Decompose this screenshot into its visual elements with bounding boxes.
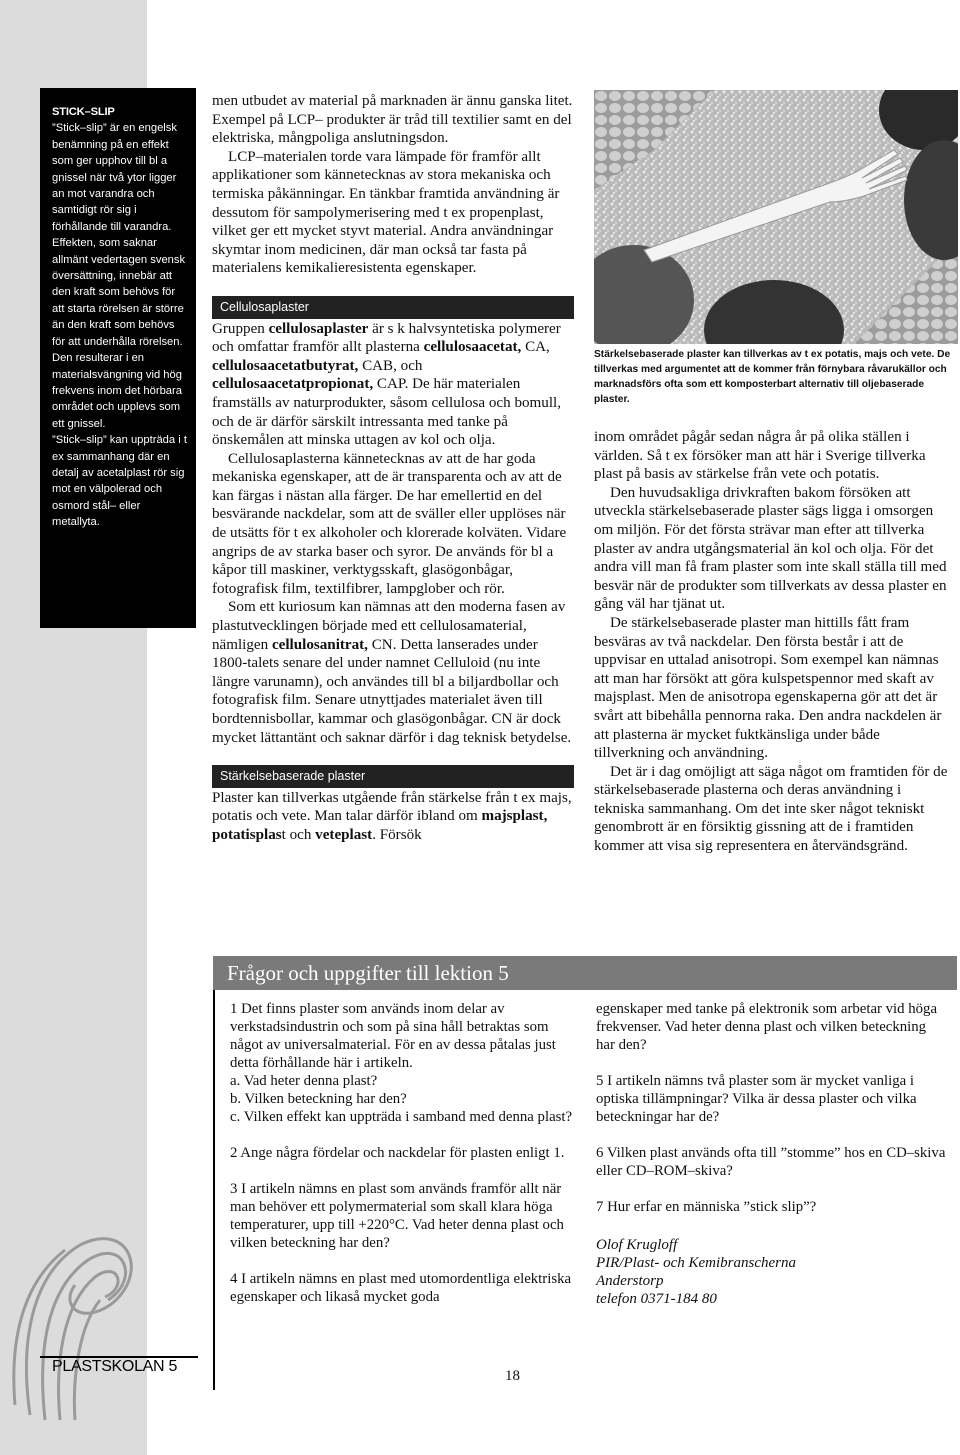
author-signature	[596, 1236, 946, 1308]
author-org: PIR/Plast- och Kemibranscherna	[596, 1255, 796, 1271]
questions-right-column	[596, 1000, 946, 1308]
question-subitem: c. Vilken effekt kan uppträda i samband med denna plast?	[230, 1109, 573, 1125]
questions-left-column	[230, 1000, 585, 1324]
middle-column	[212, 92, 574, 845]
question-subitem: a. Vad heter denna plast?	[230, 1073, 378, 1089]
body-paragraph: inom området pågår sedan några år på olika ställen i världen. Så t ex försöker man att här i Sverige tillverka plast på basis av stärkelse från vete och potatis.	[594, 429, 926, 483]
page-number: 18	[505, 1368, 520, 1384]
question-item: 1 Det finns plaster som används inom delar av verkstadsindustrin och som på sina håll betraktas som något av universalmaterial. För en av dessa påtalas just detta förhållande här i artikeln.	[230, 1001, 556, 1071]
section-heading-cellulosa: Cellulosaplaster	[212, 296, 574, 319]
author-name: Olof Krugloff	[596, 1237, 678, 1253]
body-paragraph: Plaster kan tillverkas utgående från stärkelse från t ex majs, potatis och vete. Man talar därför ibland om majsplast, potatisplast och veteplast. Försök	[212, 789, 572, 843]
question-item: 5 I artikeln nämns två plaster som är mycket vanliga i optiska tillämpningar? Vilka är dessa plaster och vilka beteckningar har de?	[596, 1073, 917, 1125]
body-paragraph: LCP–materialen torde vara lämpade för framför allt applikationer som kännetecknas av stora mekaniska och termiska påkänningar. En tänkbar framtida användning är dessutom för sampolymerisering med t ex propenplast, vilket ger ett mycket styvt material. Andra användningar skymtar inom medicinen, där man också tar fasta på materialens kemikalieresistenta egenskaper.	[212, 148, 560, 277]
body-paragraph: men utbudet av material på marknaden är ännu ganska litet. Exempel på LCP– produkter är tråd till textilier samt en del elektriska, mångpoliga anslutningsdon.	[212, 93, 573, 147]
body-paragraph: Cellulosaplasterna kännetecknas av att de har goda mekaniska egenskaper, att de är transparenta och av att de kan färgas i nästan alla färger. De har emellertid en del besvärande nackdelar, som att de sväller eller upplöses när de utsätts för t ex alkoholer och klorerade kolväten. Vidare angrips de av starka baser och syror. De används för bl a kåpor till maskiner, verktygsskaft, glasögonbågar, fotografisk film, textilfibrer, lampglober och rör.	[212, 450, 567, 597]
question-item: egenskaper med tanke på elektronik som arbetar vid höga frekvenser. Vad heter denna plast och vilken beteckning har den?	[596, 1001, 938, 1053]
body-paragraph: Gruppen cellulosaplaster är s k halvsyntetiska polymerer och omfattar framför allt plasterna cellulosaacetat, CA, cellulosaacetatbutyrat, CAB, och cellulosaacetatpropionat, CAP. De här materialen framställs av naturprodukter, såsom cellulosa och bomull, och de är därför särskilt intressanta med tanke på önskemålen att minska uttagen av kol och olja.	[212, 320, 561, 449]
question-item: 4 I artikeln nämns en plast med utomordentliga elektriska egenskaper och likaså mycket goda	[230, 1271, 572, 1305]
question-item: 3 I artikeln nämns en plast som används framför allt när man behöver ett polymermaterial som skall klara höga temperaturer, upp till +220°C. Vad heter denna plast och vilken beteckning har den?	[230, 1181, 564, 1251]
body-paragraph: Det är i dag omöjligt att säga något om framtiden för de stärkelsebaserade plasterna och deras användning i tekniska sammanhang. Om det inte sker något tekniskt genombrott är en försiktig gissning att de i framtiden kommer att visa sig representera en återvändsgränd.	[594, 763, 948, 855]
question-item: 7 Hur erfar en människa ”stick slip”?	[596, 1199, 817, 1215]
author-city: Anderstorp	[596, 1273, 664, 1289]
body-paragraph: De stärkelsebaserade plaster man hittills fått fram besväras av två nackdelar. Den första består i att de uppvisar en uttalad anisotropi. Som exempel kan nämnas att man har försökt att göra kulspetspennor med skaft av majsplast. Men de anisotropa egenskaperna gör att det är svårt att bibehålla pennorna raka. Den andra nackdelen är att plasterna är mycket fuktkänsliga under både tillverkning och användning.	[594, 614, 942, 762]
sidebar-factbox	[40, 88, 196, 628]
body-paragraph: Som ett kuriosum kan nämnas att den moderna fasen av plastutvecklingen började med ett cellulosamaterial, nämligen cellulosanitrat, CN. Detta lanserades under 1800-talets senare del under namnet Celluloid (nu inte längre varunamn), och användes till bl a biljardbollar och fotografisk film. Senare utnyttjades materialet även till bordtennisbollar, kammar och glasögonbågar. CN är dock mycket lättantänt och saknar därför i dag teknisk betydelse.	[212, 599, 572, 746]
section-heading-starch: Stärkelsebaserade plaster	[212, 765, 574, 788]
questions-frame-line	[213, 990, 215, 1390]
starch-plastics-photo	[594, 90, 958, 344]
question-item: 2 Ange några fördelar och nackdelar för plasten enligt 1.	[230, 1145, 565, 1161]
author-phone: telefon 0371-184 80	[596, 1291, 717, 1307]
right-column	[594, 428, 954, 856]
questions-heading: Frågor och uppgifter till lektion 5	[213, 956, 957, 990]
brand-label: PLASTSKOLAN 5	[52, 1358, 178, 1375]
question-subitem: b. Vilken beteckning har den?	[230, 1091, 407, 1107]
plastskolan-logo-icon	[0, 1215, 200, 1425]
photo-caption: Stärkelsebaserade plaster kan tillverkas av t ex potatis, majs och vete. De tillverkas med argumentet att de kommer från förnybara råvarukällor och marknadsförs ofta som ett komposterbart alternativ till oljebaserade plaster.	[594, 349, 951, 405]
sidebar-title: STICK–SLIP	[52, 106, 115, 118]
sidebar-paragraph: ”Stick–slip” är en engelsk benämning på en effekt som ger upphov till bl a gnissel när två ytor ligger an mot varandra och samtidigt rör sig i förhållande till varandra. Effekten, som saknar allmänt vedertagen svensk översättning, innebär att den kraft som behövs för att starta rörelsen är större än den kraft som behövs för att underhålla rörelsen. Den resulterar i en materialsvängning vid hög frekvens inom det hörbara området och upplevs som ett gnissel.	[52, 122, 186, 430]
question-item: 6 Vilken plast används ofta till ”stomme” hos en CD–skiva eller CD–ROM–skiva?	[596, 1145, 946, 1179]
sidebar-paragraph: ”Stick–slip” kan uppträda i t ex sammanhang där en detalj av acetalplast rör sig mot en välpolerad och osmord stål– eller metallyta.	[52, 434, 187, 529]
body-paragraph: Den huvudsakliga drivkraften bakom försöken att utveckla stärkelsebaserade plaster sägs ligga i omsorgen om miljön. För det första strävar man efter att tillverka plaster av andra utgångsmaterial än kol och olja. För det andra vill man få fram plaster som inte skall ställa till med besvär när de produkter som tillverkats av dessa plaster en gång väl har tjänat ut.	[594, 484, 947, 613]
